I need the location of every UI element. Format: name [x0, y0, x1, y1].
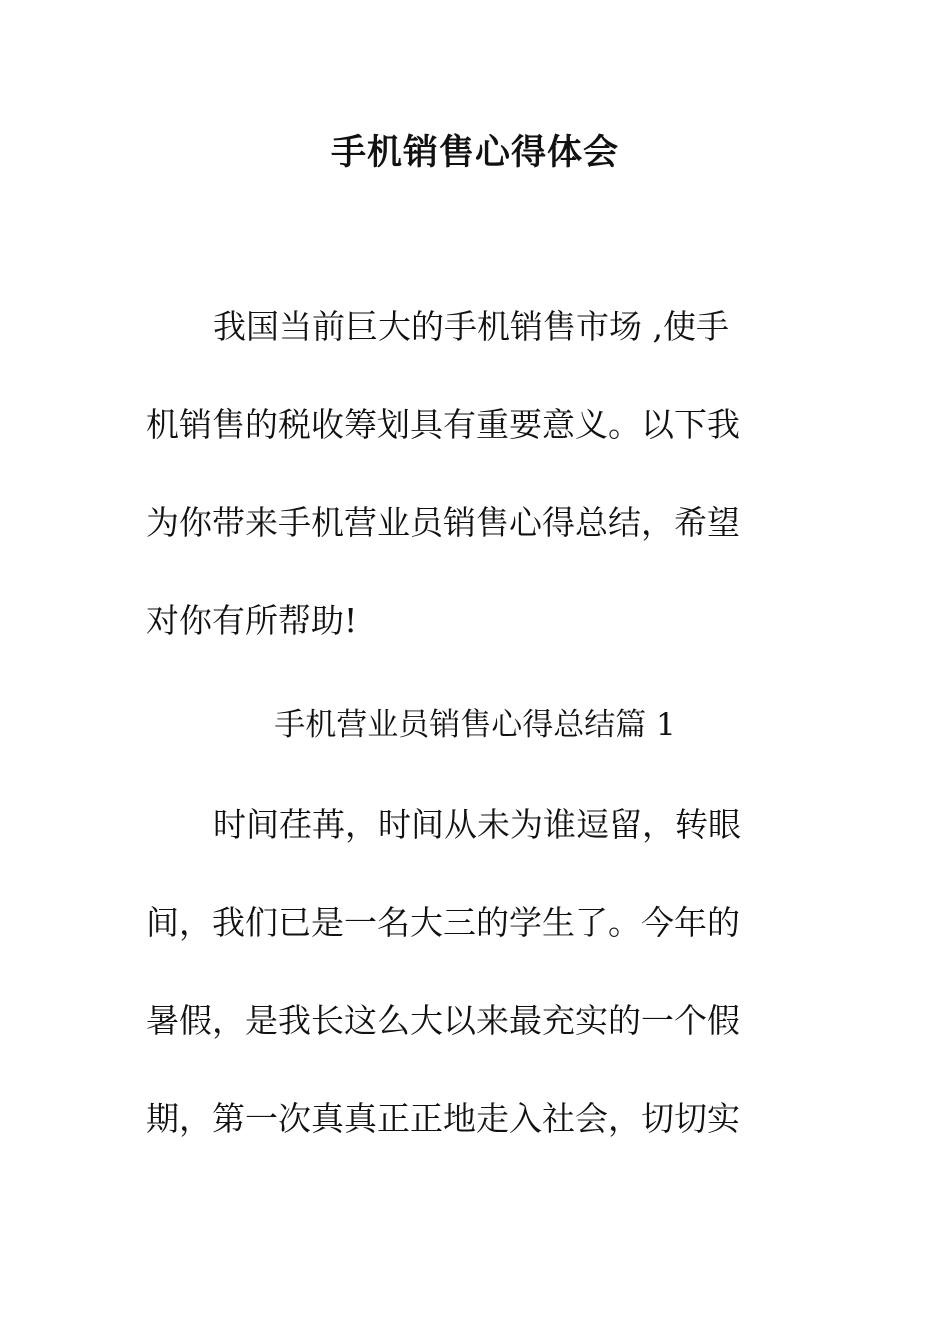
section-heading: 手机营业员销售心得总结篇 1	[274, 707, 676, 743]
body-line-4: 期，第一次真真正正地走入社会，切切实	[146, 1099, 740, 1138]
document-title: 手机销售心得体会	[330, 133, 619, 173]
intro-paragraph	[146, 278, 780, 670]
intro-line-3: 为你带来手机营业员销售心得总结，希望	[146, 503, 740, 542]
intro-line-1: 我国当前巨大的手机销售市场 ,使手	[213, 307, 729, 346]
body-line-1: 时间荏苒，时间从未为谁逗留，转眼	[213, 805, 741, 844]
intro-line-2: 机销售的税收筹划具有重要意义。以下我	[146, 405, 740, 444]
body-line-2: 间，我们已是一名大三的学生了。今年的	[146, 903, 740, 942]
body-paragraph	[146, 776, 780, 1168]
intro-line-4: 对你有所帮助!	[146, 601, 358, 640]
body-line-3: 暑假，是我长这么大以来最充实的一个假	[146, 1001, 740, 1040]
